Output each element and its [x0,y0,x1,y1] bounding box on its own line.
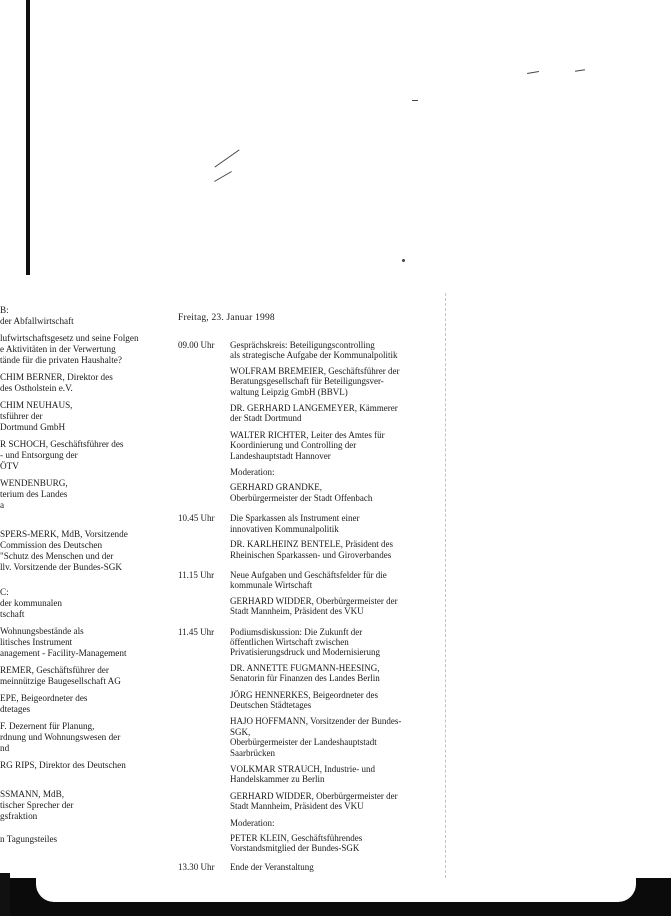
left-line: der Abfallwirtschaft [0,316,74,326]
text-line: GERHARD WIDDER, Oberbürgermeister der [230,595,398,606]
scan-speck [214,149,239,167]
text-line: waltung Leipzig GmbH (BBVL) [230,386,348,397]
scan-bottom-band [0,878,671,916]
left-line: C: [0,587,9,597]
left-block-b [0,305,162,327]
left-line: R SCHOCH, Geschäftsführer des [0,439,124,449]
text-line: innovativen Kommunalpolitik [230,523,339,534]
speaker-entry [230,690,418,711]
text-line: Die Sparkassen als Instrument einer [230,513,360,524]
text-line: HAJO HOFFMANN, Vorsitzender der Bundes-SGK, [230,716,402,737]
left-line: EPE, Beigeordneter des [0,693,88,703]
left-line: des Ostholstein e.V. [0,383,73,393]
left-line: litisches Instrument [0,637,73,647]
left-line: SPERS-MERK, MdB, Vorsitzende [0,529,128,539]
slot-title [230,570,418,591]
scan-corner-mark [0,873,10,916]
text-line: Oberbürgermeister der Stadt Offenbach [230,492,373,503]
moderator-entry [230,833,418,854]
day-heading: Freitag, 23. Januar 1998 [178,313,275,323]
left-line: Wohnungsbestände als [0,626,84,636]
text-line: Koordinierung und Controlling der [230,440,357,451]
left-block-rips [0,760,162,771]
text-line: WALTER RICHTER, Leiter des Amtes für [230,429,385,440]
text-line: Stadt Mannheim, Präsident des VKU [230,801,364,812]
left-column-cropped [0,305,162,851]
left-line: REMER, Geschäftsführer der [0,665,109,675]
schedule [178,340,418,864]
left-block-wendenburg [0,478,162,511]
speaker-entry [230,663,418,684]
moderator-entry [230,482,418,503]
schedule-slot [178,340,418,503]
left-block-schoch [0,439,162,472]
left-line: Dortmund GmbH [0,422,66,432]
schedule-slot [178,570,418,617]
left-line: F. Dezernent für Planung, [0,721,95,731]
text-line: Saarbrücken [230,747,275,758]
left-line: RG RIPS, Direktor des Deutschen [0,760,126,770]
speaker-entry [230,791,418,812]
text-line: Rheinischen Sparkassen- und Giroverbandes [230,549,392,560]
text-line: VOLKMAR STRAUCH, Industrie- und [230,764,375,774]
scan-speck [412,100,418,101]
schedule-slot [178,513,418,560]
text-line: öffentlichen Wirtschaft zwischen [230,636,349,647]
text-line: Senatorin für Finanzen des Landes Berlin [230,673,380,684]
text-line: Vorstandsmitglied der Bundes-SGK [230,843,360,854]
left-line: "Schutz des Menschen und der [0,551,114,561]
left-line: CHIM BERNER, Direktor des [0,372,113,382]
left-line: nd [0,743,10,753]
left-line: gsfraktion [0,811,38,821]
left-line: CHIM NEUHAUS, [0,400,73,410]
scan-speck [214,171,232,182]
text-line: GERHARD WIDDER, Oberbürgermeister der [230,790,398,801]
text-line: Privatisierungsdruck und Modernisierung [230,647,380,658]
text-line: Handelskammer zu Berlin [230,774,325,785]
speaker-entry [230,596,418,617]
left-line: lufwirtschaftsgesetz und seine Folgen [0,333,139,343]
text-line: WOLFRAM BREMEIER, Geschäftsführer der [230,365,400,376]
left-line: n Tagungsteiles [0,834,58,844]
slot-time: 09.00 Uhr [178,340,215,350]
slot-title [230,513,418,534]
left-line: - und Entsorgung der [0,450,78,460]
left-line: tände für die privaten Haushalte? [0,355,122,365]
speaker-entry [230,539,418,560]
left-line: tsführer der [0,411,43,421]
left-line: Commission des Deutschen [0,540,103,550]
left-line: B: [0,305,9,315]
text-line: Stadt Mannheim, Präsident des VKU [230,606,364,617]
text-line: GERHARD GRANDKE, [230,482,322,493]
text-line: Beratungsgesellschaft für Beteiligungsver- [230,376,384,387]
text-line: JÖRG HENNERKES, Beigeordneter des [230,689,378,700]
left-line: terium des Landes [0,489,68,499]
slot-time: 10.45 Uhr [178,513,215,524]
moderation-label: Moderation: [230,817,275,828]
speaker-entry [230,430,418,461]
end-label: Ende der Veranstaltung [230,862,314,872]
left-line: e Aktivitäten in der Verwertung [0,344,116,354]
text-line: Gesprächskreis: Beteiligungscontrolling [230,340,375,350]
left-line: meinnützige Baugesellschaft AG [0,676,121,686]
end-row [178,862,314,872]
text-line: DR. KARLHEINZ BENTELE, Präsident des [230,539,393,550]
scan-speck [575,69,585,71]
left-block-c [0,587,162,620]
left-line: a [0,500,5,510]
left-line: der kommunalen [0,598,62,608]
text-line: DR. GERHARD LANGEMEYER, Kämmerer [230,403,398,414]
text-line: Podiumsdiskussion: Die Zukunft der [230,626,363,637]
text-line: Oberbürgermeister der Landeshauptstadt [230,737,377,748]
slot-title [230,627,418,658]
slot-content [230,627,418,854]
speaker-entry [230,716,418,758]
left-block-q [0,333,162,366]
left-block-grossmann [0,789,162,822]
left-block-neuhaus [0,400,162,433]
left-line: SSMANN, MdB, [0,789,65,799]
schedule-slot [178,627,418,854]
text-line: Deutschen Städtetages [230,699,312,710]
text-line: PETER KLEIN, Geschäftsführendes [230,833,363,844]
page-fold-line [445,293,448,878]
left-line: llv. Vorsitzende der Bundes-SGK [0,562,123,572]
moderation-label: Moderation: [230,467,275,478]
left-line: tschaft [0,609,25,619]
scan-speck [527,71,539,74]
slot-content [230,570,418,617]
left-block-caspers [0,529,162,573]
left-line: anagement - Facility-Management [0,648,127,658]
left-block-tagung [0,834,162,845]
left-block-dezernent [0,721,162,754]
left-block-kiepe [0,693,162,715]
left-block-wohnung [0,626,162,659]
slot-content [230,513,418,560]
left-block-berner [0,372,162,394]
slot-title [230,340,418,361]
text-line: Landeshauptstadt Hannover [230,450,331,461]
left-line: ÖTV [0,461,19,471]
scan-speck [402,259,405,262]
text-line: DR. ANNETTE FUGMANN-HEESING, [230,662,380,673]
speaker-entry [230,403,418,424]
text-line: kommunale Wirtschaft [230,580,313,591]
text-line: Neue Aufgaben und Geschäftsfelder für die [230,569,387,580]
speaker-entry [230,764,418,785]
left-line: tischer Sprecher der [0,800,74,810]
text-line: als strategische Aufgabe der Kommunalpolitik [230,350,398,361]
left-line: dtetages [0,704,31,714]
text-line: der Stadt Dortmund [230,413,302,424]
left-line: rdnung und Wohnungswesen der [0,732,121,742]
slot-time: 11.45 Uhr [178,626,215,637]
slot-content [230,340,418,503]
left-block-bremer [0,665,162,687]
scan-left-edge [0,0,30,275]
slot-time: 11.15 Uhr [178,569,215,580]
speaker-entry [230,366,418,397]
end-time: 13.30 Uhr [178,862,215,872]
left-line: WENDENBURG, [0,478,68,488]
